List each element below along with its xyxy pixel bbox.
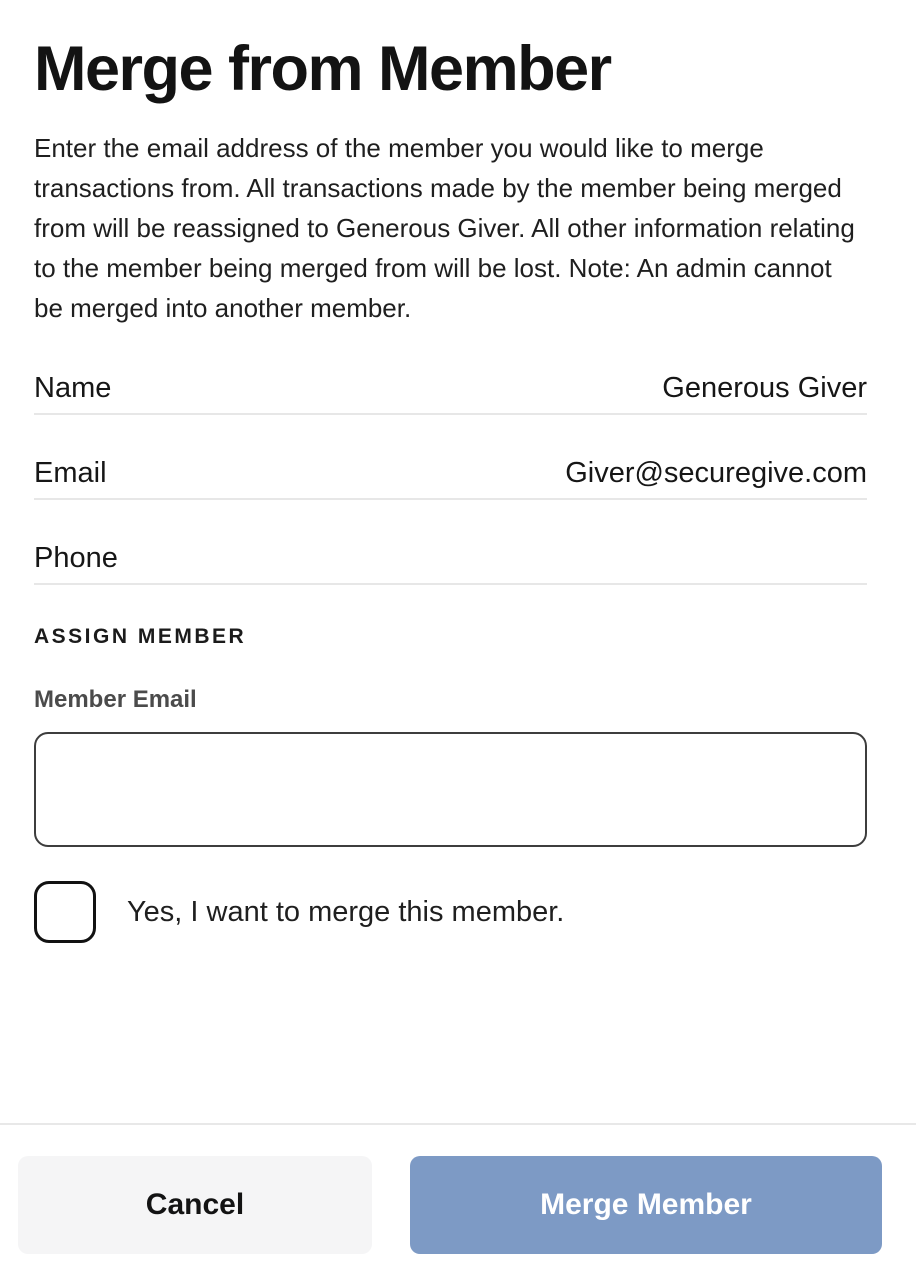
- assign-member-heading: ASSIGN MEMBER: [34, 625, 247, 649]
- email-label: Email: [34, 457, 107, 490]
- name-label: Name: [34, 372, 112, 405]
- member-email-input[interactable]: [34, 732, 867, 847]
- dialog-description: Enter the email address of the member you would like to merge transactions from. All transactions made by the member being merged from will be reassigned to Generous Giver. All other information relating to the member being merged from will be lost. Note: An admin cannot be merged into another member.: [34, 133, 855, 324]
- merge-confirm-label[interactable]: Yes, I want to merge this member.: [127, 895, 565, 928]
- page-title: Merge from Member: [34, 34, 611, 104]
- info-row-name: [34, 330, 867, 415]
- dialog-footer: [0, 1123, 916, 1276]
- merge-confirm-row: [34, 881, 867, 943]
- info-row-phone: [34, 500, 867, 585]
- cancel-button[interactable]: Cancel: [18, 1156, 372, 1254]
- info-row-email: [34, 415, 867, 500]
- member-email-label: Member Email: [34, 686, 197, 714]
- merge-member-button[interactable]: Merge Member: [410, 1156, 882, 1254]
- name-value: Generous Giver: [662, 372, 867, 405]
- email-value: Giver@securegive.com: [565, 457, 867, 490]
- phone-label: Phone: [34, 542, 118, 575]
- merge-confirm-checkbox[interactable]: [34, 881, 96, 943]
- member-info-list: [34, 330, 867, 585]
